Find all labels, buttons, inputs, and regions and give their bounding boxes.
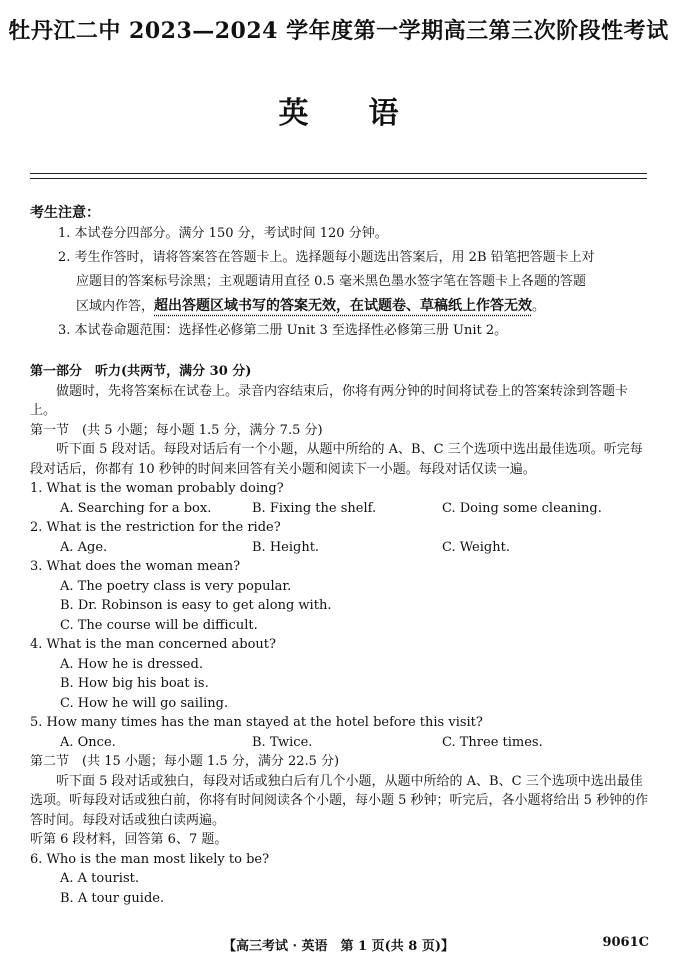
option-a: A. A tourist. <box>60 871 139 886</box>
option-c: C. Weight. <box>442 539 510 555</box>
section-two-instructions: 听下面 5 段对话或独白，每段对话或独白后有几个小题，从题中所给的 A、B、C 三个选项中选出最佳选项。听每段对话或独白前，你将有时间阅读各个小题，每小题 5 秒钟；听完后，各小题将给出 5 秒钟的作答时间。每段对话或独白读两遍。 <box>30 773 649 828</box>
notice-item-2-end: 。 <box>532 299 546 314</box>
page-footer: 【高三考试 · 英语 第 1 页(共 8 页)】 <box>222 939 455 954</box>
notice-item-1: 1. 本试卷分四部分。满分 150 分，考试时间 120 分钟。 <box>58 226 388 241</box>
option-c: C. Doing some cleaning. <box>442 500 602 516</box>
part-one-listening <box>30 362 650 908</box>
question-6 <box>30 850 650 909</box>
header-divider-top <box>30 173 647 174</box>
option-a: A. The poetry class is very popular. <box>60 578 292 594</box>
section-one-instructions: 听下面 5 段对话。每段对话后有一个小题，从题中所给的 A、B、C 三个选项中选出最佳选项。听完每段对话后，你都有 10 秒钟的时间来回答有关小题和阅读下一小题。每段对话仅读一遍。 <box>30 442 643 477</box>
option-row <box>30 733 650 753</box>
part-title: 第一部分 听力(共两节，满分 30 分) <box>30 364 252 379</box>
option-b: B. Height. <box>252 539 320 555</box>
question-2 <box>30 518 650 557</box>
subject-title: 英语 <box>278 96 459 131</box>
question-stem: 6. Who is the man most likely to be? <box>30 851 270 867</box>
notice-item-3: 3. 本试卷命题范围：选择性必修第二册 Unit 3 至选择性必修第三册 Unit 2。 <box>58 323 508 338</box>
exam-code: 9061C <box>602 935 649 950</box>
option-c: C. The course will be difficult. <box>60 617 258 633</box>
notice-emphasis: 超出答题区域书写的答案无效，在试题卷、草稿纸上作答无效 <box>154 298 533 314</box>
question-stem: 4. What is the man concerned about? <box>30 637 276 652</box>
notice-item-2 <box>58 246 650 319</box>
section-two-title: 第二节 (共 15 小题；每小题 1.5 分，满分 22.5 分) <box>30 754 340 769</box>
option-c: C. How he will go sailing. <box>60 695 229 711</box>
option-b: B. Fixing the shelf. <box>252 500 377 516</box>
option-b: B. How big his boat is. <box>60 676 209 691</box>
option-row <box>30 499 650 519</box>
option-a: A. Age. <box>60 539 108 555</box>
notice-item-2-line-1: 2. 考生作答时，请将答案答在答题卡上。选择题每小题选出答案后，用 2B 铅笔把答题卡上对 <box>58 250 595 265</box>
option-b: B. A tour guide. <box>60 890 165 906</box>
section-one-title: 第一节 (共 5 小题；每小题 1.5 分，满分 7.5 分) <box>30 422 323 438</box>
question-5 <box>30 713 650 752</box>
question-stem: 3. What does the woman mean? <box>30 559 241 574</box>
notice-heading: 考生注意： <box>30 205 100 221</box>
option-b: B. Dr. Robinson is easy to get along with. <box>60 598 332 613</box>
option-a: A. How he is dressed. <box>60 656 203 672</box>
notice-item-2-line-3 <box>58 294 650 319</box>
notice-item-2-line-2: 应题目的答案标号涂黑；主观题请用直径 0.5 毫米黑色墨水签字笔在答题卡上各题的答题 <box>76 274 586 289</box>
notice-list <box>58 222 650 343</box>
option-a: A. Once. <box>60 734 116 750</box>
part-instructions: 做题时，先将答案标在试卷上。录音内容结束后，你将有两分钟的时间将试卷上的答案转涂到答题卡上。 <box>30 383 629 418</box>
option-a: A. Searching for a box. <box>60 500 212 516</box>
question-3 <box>30 557 650 635</box>
option-row <box>30 538 650 558</box>
exam-title: 牡丹江二中 2023—2024 学年度第一学期高三第三次阶段性考试 <box>8 18 669 44</box>
option-c: C. Three times. <box>442 734 543 750</box>
header-divider-bottom <box>30 178 647 179</box>
option-b: B. Twice. <box>252 734 313 750</box>
material-6-label: 听第 6 段材料，回答第 6、7 题。 <box>30 832 228 847</box>
notice-item-2-text: 区域内作答， <box>76 299 155 314</box>
question-4 <box>30 635 650 713</box>
question-stem: 5. How many times has the man stayed at the hotel before this visit? <box>30 715 483 730</box>
question-1 <box>30 479 650 518</box>
question-stem: 1. What is the woman probably doing? <box>30 481 284 496</box>
question-stem: 2. What is the restriction for the ride? <box>30 520 281 535</box>
